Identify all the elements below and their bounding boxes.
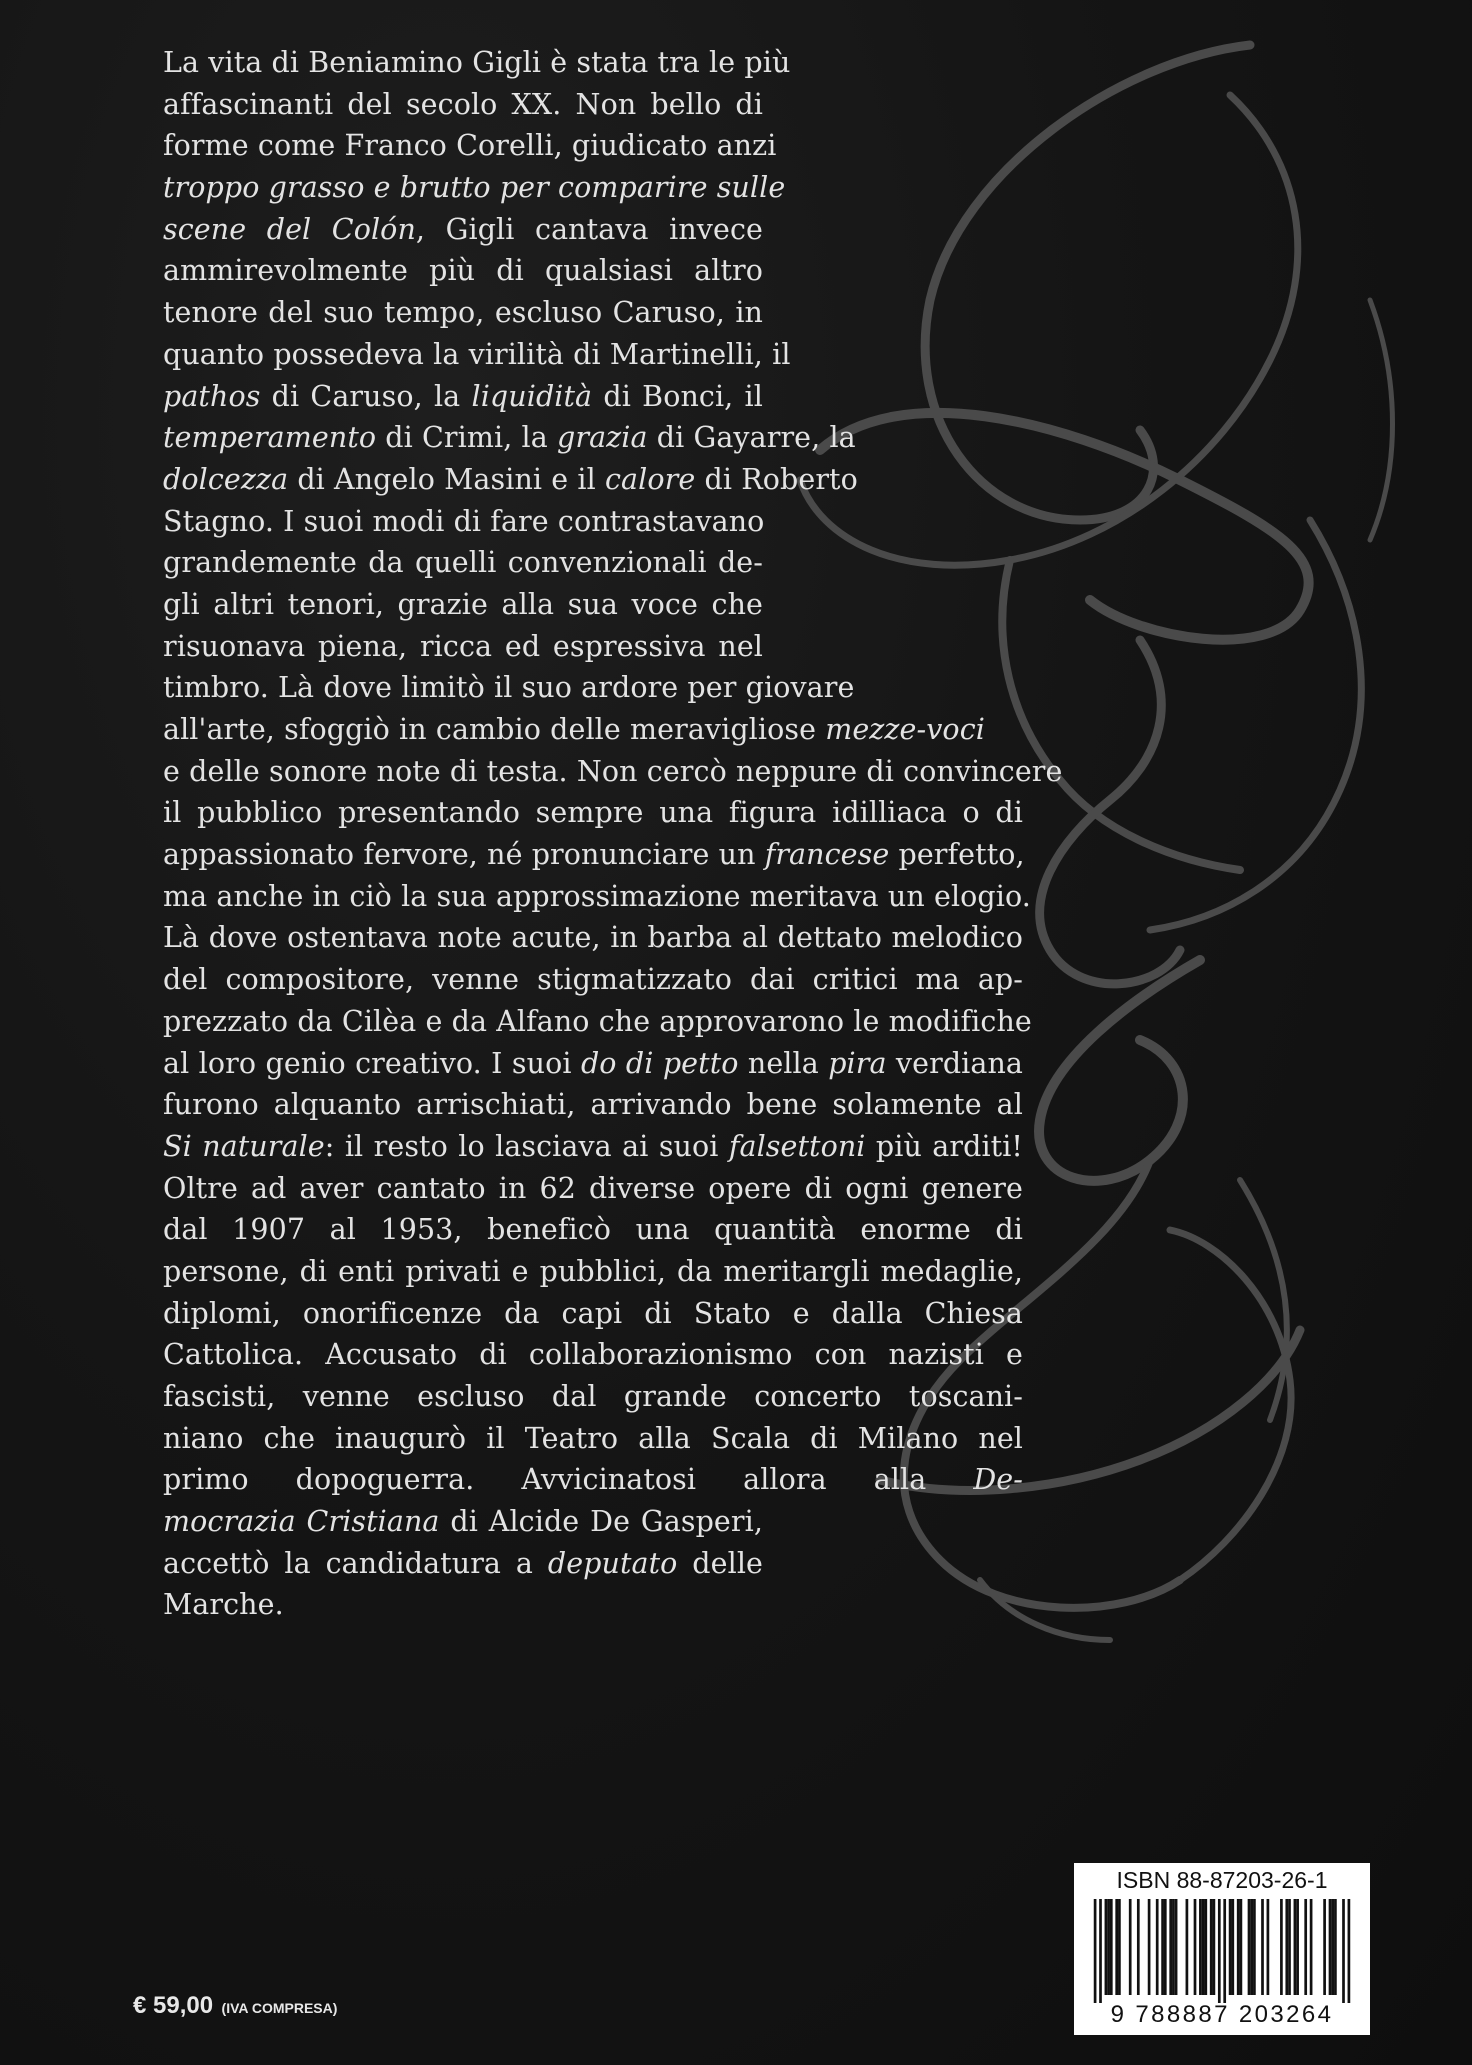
text-run: perfetto,: [889, 838, 1025, 872]
text-run: e delle sonore note di testa. Non cercò neppure di convincere: [163, 754, 1063, 788]
text-run: tenore del suo tempo, escluso Caruso, in: [163, 296, 763, 330]
barcode-bar: [1156, 1899, 1159, 1995]
barcode-bar: [1323, 1899, 1326, 1995]
italic-run: falsettoni: [728, 1129, 866, 1163]
barcode-bar: [1240, 1899, 1243, 1995]
blurb-line: [163, 959, 1023, 1001]
text-run: di Roberto: [695, 462, 858, 496]
barcode-bar: [1310, 1899, 1313, 1995]
blurb-line: [163, 1043, 1023, 1085]
blurb-line: [163, 1501, 763, 1543]
text-run: all'arte, sfoggiò in cambio delle meravigliose: [163, 713, 826, 746]
text-run: Là dove ostentava note acute, in barba al dettato melodico: [163, 921, 1023, 955]
barcode-bar: [1348, 1899, 1351, 2003]
blurb-line: [163, 542, 763, 584]
barcode-bar: [1105, 1899, 1108, 1995]
text-run: di Alcide De Gasperi,: [439, 1505, 763, 1539]
text-run: risuonava piena, ricca ed espressiva nel: [163, 629, 763, 663]
barcode-bar: [1334, 1899, 1337, 1995]
italic-run: Si naturale: [163, 1129, 325, 1163]
italic-run: pathos: [163, 379, 261, 413]
italic-run: De-: [973, 1463, 1023, 1497]
italic-run: scene del Colón: [163, 212, 416, 246]
text-run: del compositore, venne stigmatizzato dai critici ma ap-: [163, 963, 1023, 997]
text-run: di Crimi, la: [376, 421, 557, 455]
text-run: : il resto lo lasciava ai suoi: [324, 1129, 729, 1163]
barcode-bar: [1210, 1899, 1213, 1995]
blurb-line: [163, 1334, 1023, 1376]
text-run: verdiana: [886, 1046, 1024, 1080]
barcode-bar: [1202, 1899, 1205, 1995]
barcode-bar: [1199, 1899, 1202, 1995]
blurb-line: [163, 751, 1063, 793]
blurb-line: [163, 917, 1023, 959]
isbn-number: ISBN 88-87203-26-1: [1116, 1867, 1328, 1893]
blurb-line: [163, 376, 763, 418]
blurb-line: [163, 209, 763, 251]
text-run: Cattolica. Accusato di collaborazionismo con nazisti e: [163, 1338, 1023, 1372]
blurb-line: [163, 1001, 1032, 1043]
text-run: Oltre ad aver cantato in 62 diverse opere di ogni genere: [163, 1171, 1023, 1205]
barcode-bar: [1267, 1899, 1270, 1995]
blurb-line: [163, 1418, 1023, 1460]
text-run: Stagno. I suoi modi di fare contrastavano: [163, 504, 765, 538]
barcode-bar: [1329, 1899, 1332, 1995]
blurb-line: [163, 125, 777, 167]
blurb-line: [163, 334, 791, 376]
blurb-line: [163, 1584, 1163, 1626]
blurb-line: [163, 1126, 1023, 1168]
text-run: delle: [677, 1546, 763, 1580]
text-run: ma anche in ciò la sua approssimazione meritava un elogio.: [163, 879, 1031, 913]
barcode-bar: [1172, 1899, 1175, 1995]
text-run: più arditi!: [865, 1129, 1023, 1163]
barcode-bar: [1099, 1899, 1102, 2003]
blurb-line: [163, 834, 1023, 876]
text-run: affascinanti del secolo XX. Non bello di: [163, 87, 763, 121]
barcode-bar: [1169, 1899, 1172, 1995]
barcode-bar: [1107, 1899, 1110, 1995]
text-run: nella: [738, 1046, 829, 1080]
blurb-line: [163, 292, 763, 334]
text-run: di Gayarre, la: [647, 421, 856, 455]
barcode-bar: [1118, 1899, 1121, 1995]
blurb-line: [163, 417, 856, 459]
barcode-bar: [1161, 1899, 1164, 1995]
blurb-line: [163, 584, 763, 626]
text-run: al loro genio creativo. I suoi: [163, 1046, 581, 1080]
text-run: fascisti, venne escluso dal grande concerto toscani-: [163, 1380, 1023, 1413]
italic-run: troppo grasso e brutto per comparire sulle: [163, 171, 786, 205]
italic-run: temperamento: [163, 421, 377, 455]
barcode-bar: [1237, 1899, 1240, 1995]
barcode-bar: [1115, 1899, 1118, 1995]
text-run: appassionato fervore, né pronunciare un: [163, 838, 765, 872]
text-run: timbro. Là dove limitò il suo ardore per giovare: [163, 671, 855, 705]
blurb-line: [163, 250, 763, 292]
text-run: niano che inaugurò il Teatro alla Scala di Milano nel: [163, 1421, 1023, 1455]
italic-run: calore: [605, 462, 696, 496]
ean-digits: 9 788887 203264: [1110, 2001, 1334, 2028]
text-run: di Caruso, la: [260, 379, 472, 413]
blurb-line: [163, 667, 855, 709]
text-run: La vita di Beniamino Gigli è stata tra le più: [163, 46, 791, 79]
barcode-bar: [1304, 1899, 1307, 1995]
barcode-bar: [1204, 1899, 1207, 1995]
text-run: prezzato da Cilèa e da Alfano che approvarono le modifiche: [163, 1004, 1032, 1038]
blurb-line: [163, 876, 1031, 918]
barcode-bar: [1296, 1899, 1299, 1995]
text-run: Marche.: [163, 1588, 284, 1622]
blurb-line: [163, 1209, 1023, 1251]
barcode-bar: [1137, 1899, 1140, 1995]
text-run: di Angelo Masini e il: [288, 462, 605, 496]
text-run: dal 1907 al 1953, beneficò una quantità enorme di: [163, 1213, 1023, 1247]
barcode-bar: [1194, 1899, 1197, 1995]
italic-run: deputato: [547, 1546, 678, 1580]
price-label: [133, 1992, 337, 2020]
text-run: furono alquanto arrischiati, arrivando bene solamente al: [163, 1088, 1023, 1122]
italic-run: mezze-voci: [825, 713, 985, 746]
italic-run: mocrazia Cristiana: [163, 1505, 440, 1539]
text-run: , Gigli cantava invece: [415, 212, 763, 246]
price-amount: € 59,00: [133, 1992, 214, 2019]
italic-run: liquidità: [471, 379, 593, 413]
isbn-barcode: [1074, 1863, 1370, 2035]
blurb-line: [163, 459, 858, 501]
barcode-bar: [1331, 1899, 1334, 1995]
text-run: il pubblico presentando sempre una figura idilliaca o di: [163, 796, 1023, 830]
barcode-bar: [1213, 1899, 1216, 1995]
text-run: forme come Franco Corelli, giudicato anzi: [163, 129, 777, 163]
blurb-line: [163, 1168, 1023, 1210]
text-run: accettò la candidatura a: [163, 1546, 548, 1580]
barcode-bar: [1175, 1899, 1178, 1995]
blurb-line: [163, 42, 791, 84]
text-run: diplomi, onorificenze da capi di Stato e dalla Chiesa: [163, 1296, 1023, 1330]
barcode-bar: [1164, 1899, 1167, 1995]
italic-run: pira: [828, 1046, 887, 1080]
barcode-bar: [1129, 1899, 1132, 1995]
text-run: primo dopoguerra. Avvicinatosi allora alla: [163, 1463, 974, 1497]
italic-run: dolcezza: [163, 462, 289, 496]
barcode-bar: [1248, 1899, 1251, 1995]
barcode-bar: [1231, 1899, 1234, 1995]
barcode-bar: [1294, 1899, 1297, 1995]
barcode-bar: [1229, 1899, 1232, 1995]
text-run: quanto possedeva la virilità di Martinelli, il: [163, 337, 791, 371]
barcode-bar: [1094, 1899, 1097, 2003]
barcode-bar: [1280, 1899, 1283, 1995]
blurb-text: [163, 42, 1163, 1626]
text-run: ammirevolmente più di qualsiasi altro: [163, 254, 763, 288]
blurb-line: [163, 84, 763, 126]
italic-run: grazia: [557, 421, 648, 455]
blurb-line: [163, 167, 786, 209]
text-run: grandemente da quelli convenzionali de-: [163, 546, 763, 580]
barcode-bar: [1186, 1899, 1189, 1995]
barcode-bar: [1148, 1899, 1151, 1995]
barcode-bar: [1342, 1899, 1345, 2003]
text-run: gli altri tenori, grazie alla sua voce che: [163, 587, 763, 621]
blurb-line: [163, 1543, 763, 1585]
text-run: di Bonci, il: [592, 379, 763, 413]
blurb-line: [163, 1376, 1023, 1418]
barcode-bar: [1253, 1899, 1256, 1995]
blurb-line: [163, 501, 763, 543]
barcode-bar: [1261, 1899, 1264, 1995]
blurb-line: [163, 1251, 1023, 1293]
blurb-line: [163, 1459, 1023, 1501]
text-run: persone, di enti privati e pubblici, da meritargli medaglie,: [163, 1254, 1023, 1288]
blurb-line: [163, 626, 763, 668]
barcode-bar: [1223, 1899, 1226, 2003]
blurb-line: [163, 1084, 1023, 1126]
blurb-line: [163, 709, 985, 751]
barcode-bar: [1110, 1899, 1113, 1995]
barcode-bar: [1288, 1899, 1291, 1995]
blurb-line: [163, 1293, 1023, 1335]
italic-run: do di petto: [580, 1046, 739, 1080]
blurb-line: [163, 792, 1023, 834]
barcode-bar: [1250, 1899, 1253, 1995]
barcode-bar: [1218, 1899, 1221, 2003]
italic-run: francese: [764, 838, 890, 872]
price-vat-note: (IVA COMPRESA): [221, 2000, 338, 2016]
barcode-bar: [1285, 1899, 1288, 1995]
